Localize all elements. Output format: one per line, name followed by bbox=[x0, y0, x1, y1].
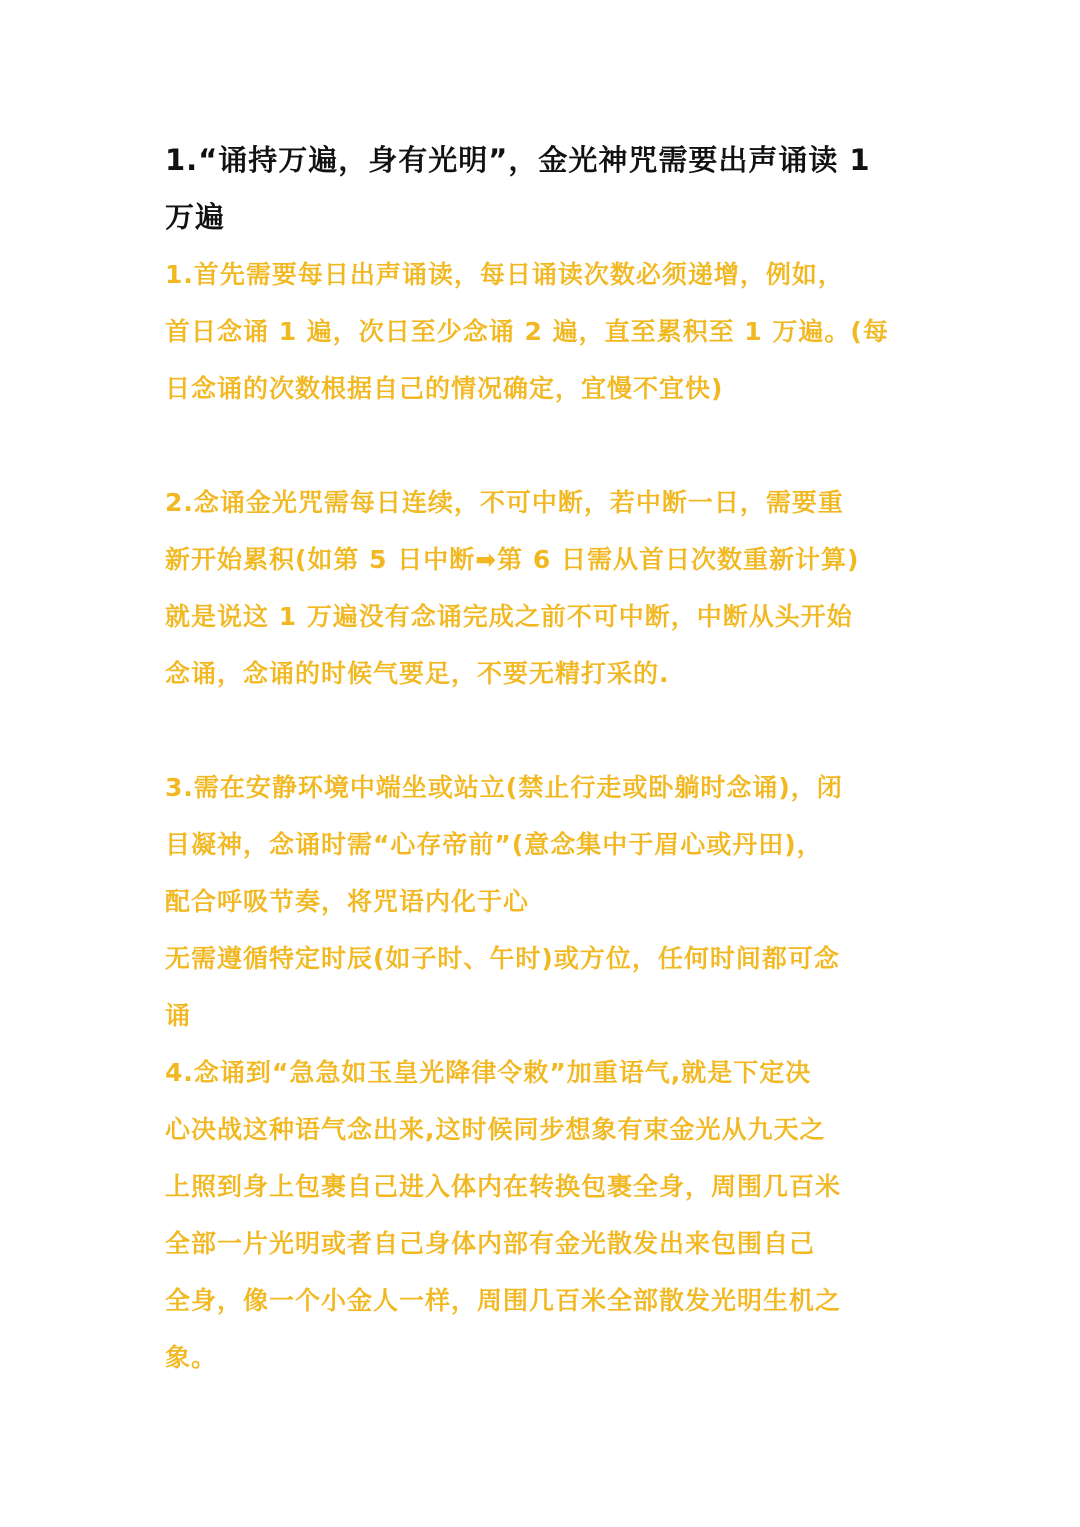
text-line: 新开始累积(如第 5 日中断➡第 6 日需从首日次数重新计算) bbox=[165, 545, 860, 574]
text-line: 2.念诵金光咒需每日连续，不可中断，若中断一日，需要重 bbox=[165, 488, 844, 517]
text-line: 象。 bbox=[165, 1343, 218, 1372]
document-title bbox=[165, 132, 917, 246]
text-line: 无需遵循特定时辰(如子时、午时)或方位，任何时间都可念 bbox=[165, 944, 840, 973]
text-line: 首日念诵 1 遍，次日至少念诵 2 遍，直至累积至 1 万遍。(每 bbox=[165, 317, 889, 346]
document-content bbox=[165, 132, 917, 1386]
title-line: 万遍 bbox=[165, 200, 226, 234]
text-line: 配合呼吸节奏，将咒语内化于心 bbox=[165, 887, 530, 916]
paragraph-spacer bbox=[165, 417, 917, 474]
section-1-paragraph bbox=[165, 246, 917, 417]
text-line: 心决战这种语气念出来,这时候同步想象有束金光从九天之 bbox=[165, 1115, 826, 1144]
text-line: 诵 bbox=[165, 1001, 192, 1030]
section-3-paragraph bbox=[165, 759, 917, 1386]
paragraph-spacer bbox=[165, 702, 917, 759]
title-line: 1.“诵持万遍，身有光明”，金光神咒需要出声诵读 1 bbox=[165, 143, 871, 177]
text-line: 3.需在安静环境中端坐或站立(禁止行走或卧躺时念诵)，闭 bbox=[165, 773, 843, 802]
text-line: 念诵，念诵的时候气要足，不要无精打采的. bbox=[165, 659, 670, 688]
text-line: 就是说这 1 万遍没有念诵完成之前不可中断，中断从头开始 bbox=[165, 602, 853, 631]
text-line: 日念诵的次数根据自己的情况确定，宜慢不宜快) bbox=[165, 374, 724, 403]
text-line: 目凝神，念诵时需“心存帝前”(意念集中于眉心或丹田)， bbox=[165, 830, 823, 859]
text-line: 全身，像一个小金人一样，周围几百米全部散发光明生机之 bbox=[165, 1286, 842, 1315]
text-line: 全部一片光明或者自己身体内部有金光散发出来包围自己 bbox=[165, 1229, 816, 1258]
text-line: 4.念诵到“急急如玉皇光降律令敕”加重语气,就是下定决 bbox=[165, 1058, 812, 1087]
text-line: 1.首先需要每日出声诵读，每日诵读次数必须递增，例如， bbox=[165, 260, 844, 289]
text-line: 上照到身上包裹自己进入体内在转换包裹全身，周围几百米 bbox=[165, 1172, 842, 1201]
section-2-paragraph bbox=[165, 474, 917, 702]
